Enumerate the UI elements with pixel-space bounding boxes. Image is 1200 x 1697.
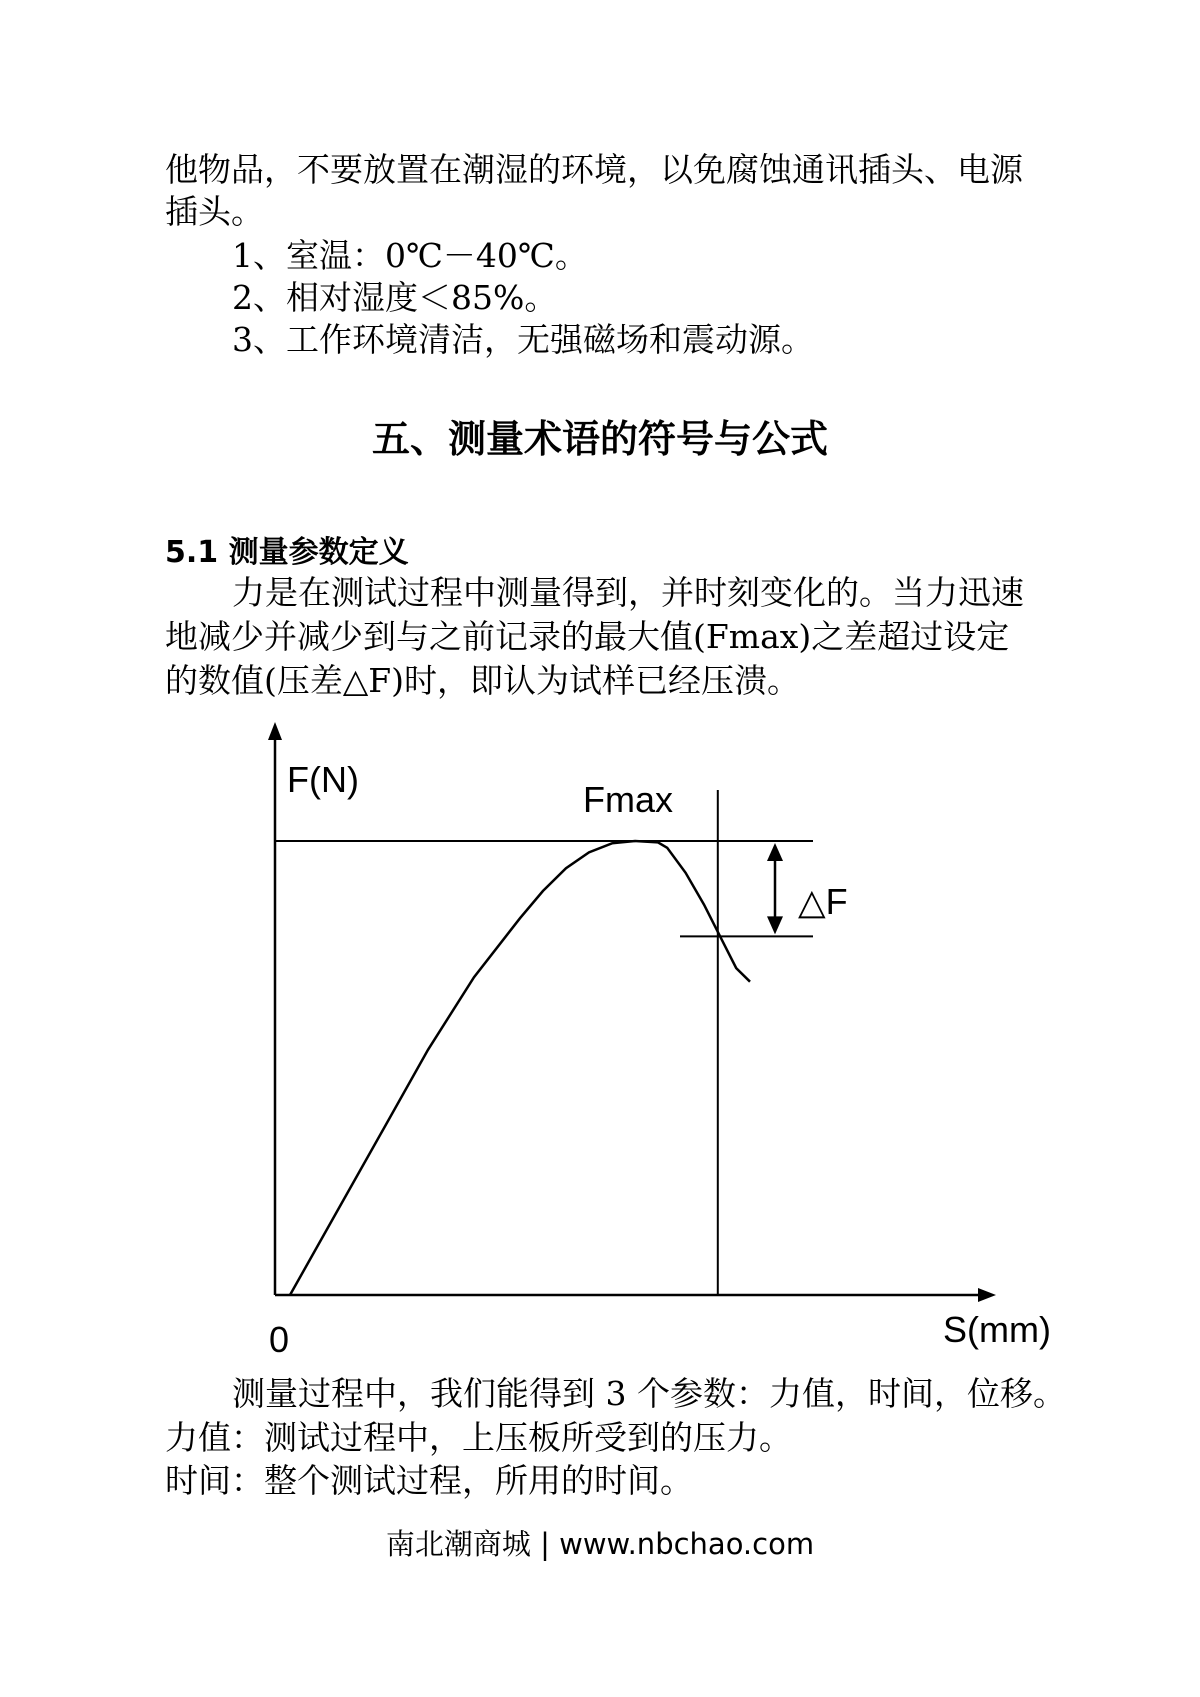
fmax-label: Fmax <box>583 779 673 820</box>
y-axis-arrow <box>268 722 282 740</box>
body-line: 力值：测试过程中，上压板所受到的压力。 <box>165 1418 792 1457</box>
paragraph-line: 插头。 <box>165 192 264 231</box>
delta-f-label: △F <box>798 881 848 922</box>
x-axis-label: S(mm) <box>943 1309 1051 1350</box>
body-line: 测量过程中，我们能得到 3 个参数：力值，时间，位移。 <box>232 1374 1066 1413</box>
definition-line: 力是在测试过程中测量得到，并时刻变化的。当力迅速 <box>232 573 1024 612</box>
definition-line: 地减少并减少到与之前记录的最大值(Fmax)之差超过设定 <box>165 617 1010 656</box>
origin-label: 0 <box>269 1319 290 1360</box>
subsection-title: 5.1 测量参数定义 <box>165 535 409 570</box>
delta-f-arrow-bottom <box>767 916 783 934</box>
footer: 南北潮商城 | www.nbchao.com <box>385 1527 815 1561</box>
condition-item: 1、室温：0℃－40℃。 <box>232 236 588 275</box>
y-axis-label: F(N) <box>287 759 359 800</box>
body-line: 时间：整个测试过程，所用的时间。 <box>165 1461 693 1500</box>
definition-line: 的数值(压差△F)时，即认为试样已经压溃。 <box>165 661 801 700</box>
force-curve <box>290 841 750 1295</box>
condition-item: 2、相对湿度＜85%。 <box>232 278 558 317</box>
delta-f-arrow-top <box>767 843 783 861</box>
paragraph-line: 他物品，不要放置在潮湿的环境，以免腐蚀通讯插头、电源 <box>165 150 1023 189</box>
force-displacement-chart <box>0 700 1200 1370</box>
x-axis-arrow <box>978 1288 996 1302</box>
condition-item: 3、工作环境清洁，无强磁场和震动源。 <box>232 320 814 359</box>
section-title: 五、测量术语的符号与公式 <box>371 417 828 461</box>
